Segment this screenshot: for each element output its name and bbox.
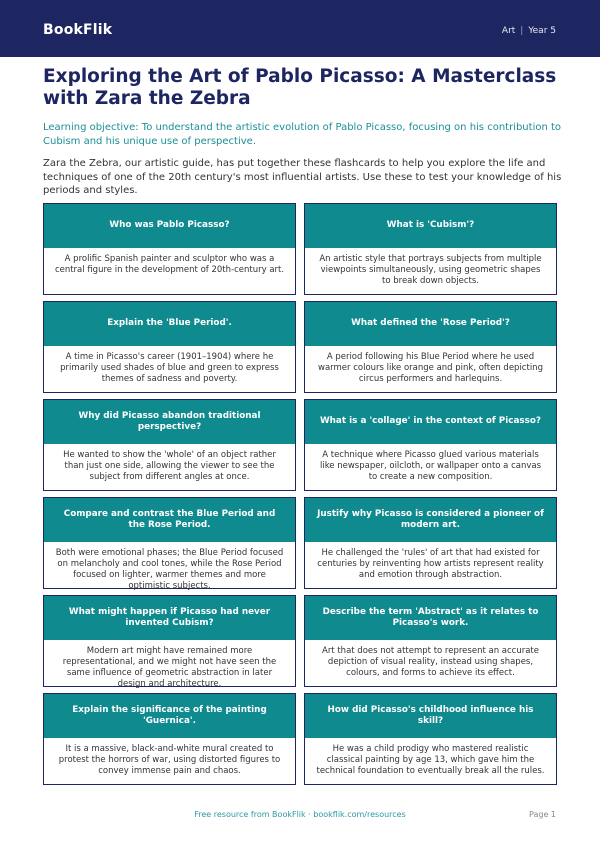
footer-resource-link[interactable]: Free resource from BookFlik · bookflik.com/resources bbox=[194, 810, 406, 819]
flashcard-answer: A technique where Picasso glued various materials like newspaper, oilcloth, or wallpaper onto a canvas to create a new composition. bbox=[319, 450, 542, 482]
flashcard-answer: A prolific Spanish painter and sculptor who was a central figure in the development of 20th-century art. bbox=[54, 254, 285, 275]
flashcard[interactable] bbox=[43, 595, 296, 687]
flashcard-answer: Modern art might have remained more representational, and we might not have seen the same influence of geometric abstraction in later design and architecture. bbox=[62, 646, 277, 689]
flashcard-question: Explain the significance of the painting 'Guernica'. bbox=[44, 694, 295, 738]
flashcard[interactable] bbox=[304, 301, 557, 393]
flashcard[interactable] bbox=[304, 595, 557, 687]
flashcard[interactable] bbox=[43, 301, 296, 393]
learning-objective: Learning objective: To understand the artistic evolution of Pablo Picasso, focusing on his contribution to Cubism and his unique use of perspective. bbox=[43, 122, 562, 147]
flashcard[interactable] bbox=[43, 203, 296, 295]
year-label: Year 5 bbox=[528, 26, 556, 36]
subject-label: Art bbox=[501, 26, 516, 36]
flashcard-question: What defined the 'Rose Period'? bbox=[305, 302, 556, 346]
flashcard[interactable] bbox=[43, 497, 296, 589]
flashcard-question: Who was Pablo Picasso? bbox=[44, 204, 295, 248]
flashcard-answer: A time in Picasso's career (1901–1904) where he primarily used shades of blue and green to express themes of sadness and poverty. bbox=[60, 352, 279, 384]
flashcard-answer: It is a massive, black-and-white mural created to protest the horrors of war, using distorted figures to convey immense pain and chaos. bbox=[58, 744, 281, 776]
flashcard-question: Justify why Picasso is considered a pioneer of modern art. bbox=[305, 498, 556, 542]
page-number: Page 1 bbox=[529, 810, 556, 819]
flashcard-question: Compare and contrast the Blue Period and the Rose Period. bbox=[44, 498, 295, 542]
brand-logo[interactable]: BookFlik bbox=[43, 22, 113, 38]
flashcard-question: Describe the term 'Abstract' as it relates to Picasso's work. bbox=[305, 596, 556, 640]
flashcard-answer: He was a child prodigy who mastered realistic classical painting by age 13, which gave him the technical foundation to eventually break all the rules. bbox=[316, 744, 545, 776]
flashcard-answer: Art that does not attempt to represent an accurate depiction of visual reality, instead using shapes, colours, and forms to achieve its effect. bbox=[322, 646, 539, 678]
flashcard[interactable] bbox=[304, 497, 557, 589]
flashcard-answer: He wanted to show the 'whole' of an object rather than just one side, allowing the viewer to see the subject from different angles at once. bbox=[63, 450, 276, 482]
flashcard-answer: Both were emotional phases; the Blue Period focused on melancholy and cool tones, while the Rose Period focused on lighter, warmer themes and more optimistic subjects. bbox=[55, 548, 284, 591]
flashcard[interactable] bbox=[304, 693, 557, 785]
flashcard-question: What might happen if Picasso had never invented Cubism? bbox=[44, 596, 295, 640]
flashcard-question: What is a 'collage' in the context of Picasso? bbox=[305, 400, 556, 444]
flashcard-question: How did Picasso's childhood influence his skill? bbox=[305, 694, 556, 738]
flashcard[interactable] bbox=[43, 399, 296, 491]
flashcard-answer: A period following his Blue Period where he used warmer colours like orange and pink, often depicting circus performers and harlequins. bbox=[318, 352, 543, 384]
flashcard[interactable] bbox=[304, 399, 557, 491]
flashcard-question: Explain the 'Blue Period'. bbox=[44, 302, 295, 346]
intro-paragraph: Zara the Zebra, our artistic guide, has put together these flashcards to help you explore the life and techniques of one of the 20th century's most influential artists. Use these to test your knowledge of his periods and styles. bbox=[43, 158, 562, 196]
flashcard-question: What is 'Cubism'? bbox=[305, 204, 556, 248]
page-title: Exploring the Art of Pablo Picasso: A Masterclass with Zara the Zebra bbox=[43, 66, 557, 109]
flashcard[interactable] bbox=[43, 693, 296, 785]
flashcard-answer: He challenged the 'rules' of art that had existed for centuries by reinventing how artists represent reality and emotion through abstraction. bbox=[317, 548, 544, 580]
flashcard-grid bbox=[43, 203, 557, 785]
header-bar bbox=[0, 0, 600, 57]
separator: | bbox=[520, 26, 524, 36]
header-meta bbox=[502, 26, 556, 36]
flashcard-question: Why did Picasso abandon traditional perspective? bbox=[44, 400, 295, 444]
flashcard[interactable] bbox=[304, 203, 557, 295]
flashcard-answer: An artistic style that portrays subjects from multiple viewpoints simultaneously, using geometric shapes to break down objects. bbox=[319, 254, 542, 286]
